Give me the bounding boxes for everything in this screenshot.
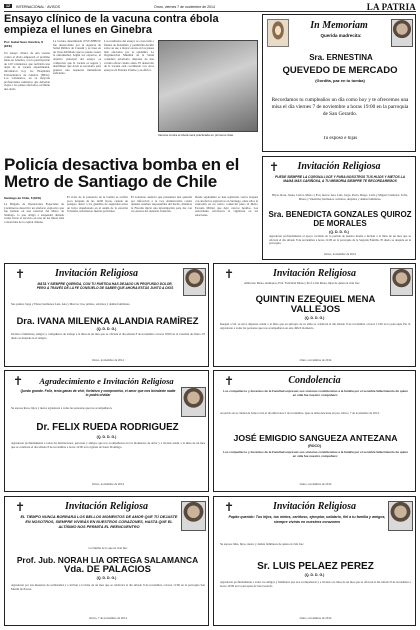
cross-icon: ✝ [15,500,26,514]
invitation-footer: Oruro, noviembre de 2014 [299,616,332,620]
condolence-title: Condolencia [288,375,341,386]
edition-date: Oruro, viernes 7 de noviembre de 2014 [154,5,215,9]
page-header [4,3,416,12]
deceased-name: JOSÉ EMIGDIO SANGUEZA ANTEZANA [233,433,398,443]
invitation-name-line1: Prof. Jub. NORAH LIA ORTEGA SALAMANCA [16,555,199,565]
article-chile-col3: El Gobierno anunció que presentará una querella por infracción a la Ley Antiterrorista contra quienes resulten responsables del hecho, mientras la Fiscalía inició una investigación para dar con los autores del atentado frustrado. [131,196,192,214]
invitation-name-line2: VALLEJOS [290,305,341,315]
invitation-relatives: Sus padres Jorge y Elena; hermanos Luis, Ana y Marcos; tíos, primos, sobrinos y demás familiares. [11,302,131,306]
condolence-footer: Oruro, noviembre de 2014 [299,482,332,486]
invitation-alandia [4,263,209,367]
memoriam-honorific: Sra. ERNESTINA [309,53,373,62]
invitation-footer: Oruro, 7 de noviembre de 2014 [89,616,127,620]
memoriam-closing: Tu esposo e hijas [322,136,358,141]
invitation-pelaez [213,496,416,626]
invitation-name: Dr. FÉLIX RUEDA RODRÍGUEZ [36,423,179,433]
portrait-photo [181,501,206,531]
article-chile-byline: Santiago de Chile, 6 (EFE) [4,196,42,200]
cross-icon: ✝ [224,500,235,514]
article-chile-col1: La Brigada de Operaciones Especiales de Carabineros desactivó un artefacto explosivo que fue hallado en una estación del Metro de Santiago, lo que obligó a suspender durante varias horas el servicio en una de las líneas más concurridas de la capital chilena. [4,203,64,224]
invitation-quote: PUEDE SIEMPRE LA CORONA LUCE Y PARA NOSOTROS TUS HIJOS Y NIETOS LA MAMÁ MÁS CARIÑOSA, A TU MEMORIA SIEMPRE TE RECORDAREMOS [274,175,406,183]
invitation-relatives: La familia de la que en vida fue: [88,546,128,550]
cross-icon: ✝ [224,267,235,281]
qdd-label: (Q. D. D. G.) [96,435,117,439]
memoriam-name: QUEVEDO DE MERCADO [282,65,398,76]
invitation-relatives: Hijos: Rosa, Juana, Carlos, Mario y Eva; nietos: Ana, Luis, Jorge, Paola, Diego, Carla y Miguel; bisnietos: Sofía, Mateo y Valentina; hermanos, sobrinos, ahijados y demás familiares. [272,193,408,201]
article-ebola-col3: Los resultados del ensayo se conocerán a finales de diciembre y permitirán decidir sobre su uso a mayor escala en los países más afectados por la epidemia. La Organización Mundial de la Salud considera prioritario disponer de una vacuna eficaz cuanto antes. El desarrollo de la vacuna está coordinado con otros ensayos en Estados Unidos y en África. [104,40,154,72]
invitation-gonzales [262,156,416,260]
invitation-title: Invitación Religiosa [272,268,357,279]
article-ebola-photo [158,40,258,132]
invitation-name-line1: QUINTIN EZEQUIEL MENA [255,295,376,305]
portrait-photo [183,268,206,296]
invitation-title: Invitación Religiosa [272,501,357,512]
condolence-list: Acaecido en la ciudad de Santa Cruz el día miércoles 5 de noviembre. Que su alma descanse en paz. Oruro, 7 de noviembre de 2014. [220,411,380,415]
qdd-label: (Q. D. D. G.) [304,573,325,577]
invitation-footer: Oruro, noviembre de 2014 [92,482,124,486]
cross-icon: ✝ [224,374,235,388]
memoriam-title: In Memoriam [310,20,368,31]
invitation-body: Agradecen profundamente a todas las instituciones, personas y amigos que nos acompañaron en los momentos de dolor y e invitan asistir a la misa de un mes que se celebrará el día sábado 8 de noviembre a horas 12:00 en la iglesia de Santo Domingo. [11,441,205,449]
memoriam-notice [262,14,416,152]
condolence-intro: Los compañeros y docentes de la Facultad expresan sus sinceras condolencias a la familia por el sensible fallecimiento de quien en vida fue nuestro compañero: [223,389,408,397]
invitation-rueda [4,370,209,492]
invitation-relatives: Su esposa Julia, hijos, nietos y demás familiares de quien en vida fue: [220,542,304,546]
invitation-title: Agradecimiento e Invitación Religiosa [39,376,174,386]
invitation-ortega [4,496,209,626]
article-ebola-col1: Un ensayo clínico de una vacuna contra el ébola empezará el próximo lunes en Ginebra, con la participación de 120 voluntarios que recibirán una dosis de la vacuna experimental, informaron hoy los Hospitales Universitarios de Ginebra (HUG). Los voluntarios, en su mayoría profesionales sanitarios que deberían viajar a los países afectados, recibirán una dosis. [4,52,50,91]
qdd-label: (Q. D. D. G.) [329,230,349,234]
invitation-quote: MATA Y SIEMPRE QUERIDA, CON TU PARTIDA HAS DEJADO UN PROFUNDO DOLOR, PERO A TRAVÉS DE LA FE CONSUELO DE SABER QUE AHORA ESTÁS JUNTO A DIOS [36,282,174,290]
condolence-sangueza [213,370,416,492]
portrait-photo [388,501,413,531]
section-label: INTERNACIONAL · AVISOS [16,5,60,9]
qdd-label: (Q. D. D. G.) [96,327,117,331]
invitation-body: Agradecen profundamente el apoyo recibido en la partida de nuestra madre e invitan a la misa de un mes que se oficiará el día sábado 8 de noviembre a horas 11:00 en la parroquia de la Sagrada Familia. El duelo se despide en la parroquia. [269,234,411,246]
portrait-photo [390,268,413,296]
invitation-quote: Papito querido: Tus hijos, tus nietos, cariñoso, ejemplar, solidario, fiel a tu familia y amigos, siempre vivirás en nuestros corazones [228,515,386,524]
condolence-detail: Los compañeros y docentes de la Facultad expresan sus sinceras condolencias a la familia por el sensible fallecimiento de quien en vida fue nuestro compañero: [223,450,408,458]
memoriam-body: Recordamos tu cumpleaños un día como hoy y te ofrecemos una misa el día viernes 7 de noviembre a horas 19:00 en la parroquia de San Gerardo. [271,97,409,117]
invitation-name: Sra. BENEDICTA GONZALES QUIROZ DE MORALES [268,210,412,228]
article-ebola-byline: Por: Isabel Saco Ginebra, S (EFE) [4,40,44,48]
article-ebola-col2: La vacuna, denominada rVSV-ZEBOV, fue desarrollada por la Agencia de Salud Pública de Canadá y se basa en un virus debilitado que no puede causar la enfermedad. Según los expertos, el objetivo principal del ensayo es comprobar que la vacuna es segura y determinar qué dosis es necesaria para generar una respuesta inmunitaria suficiente. [53,40,101,76]
article-chile-col4: Desde septiembre se han registrado varios ataques con artefactos explosivos en Santiago, entre ellos la explosión en un centro comercial junto al Metro Escuela Militar que dejó catorce heridos. Las autoridades reforzaron la vigilancia en las estaciones. [195,196,258,217]
cross-icon: ✝ [13,374,24,388]
invitation-body: Ruegan a Ud. se sirva dignarse asistir a la misa que en sufragio de su alma se celebrará el día sábado 8 de noviembre a horas 11:00 en la parroquia Pio X. Agradecen a todas las personas que nos acompañaron en este difícil momento. [220,322,411,330]
invitation-body: Agradecen por sus muestras de solidaridad y e invitan a la misa de un mes que se celebrará el día sábado 8 de noviembre a horas 11:00 en la parroquia San Martín de Porres. [11,583,205,591]
invitation-relatives: Ambrosio Mena, hermanos, Prof. Felicidad Mena y Prof. Lilia Mena, hijas de quien en vida fue: [244,281,360,285]
invitation-quote: EL TIEMPO NUNCA BORRARÁ LOS BELLOS MOMENTOS DE AMOR QUE TÚ DEJASTE EN NOSOTROS, SIEMPRE VIVIRÁS EN NUESTROS CORAZONES, HASTA QUE EL ALTÍSIMO NOS PERMITA EL REENCUENTRO [20,515,178,529]
invitation-body: Agradecen profundamente a todos los amigos y familiares que nos acompañaron y e invitan a la misa de un mes que se oficiará el día sábado 8 de noviembre a horas 10:00 en la parroquia de San Gerardo. [220,580,411,588]
article-chile-headline: Policía desactiva bomba en el Metro de Santiago de Chile [4,156,240,191]
invitation-footer: Oruro, noviembre de 2014 [92,358,124,362]
invitation-body: Invitan a familiares, amigos y compañeros de trabajo a la misa de un mes que se oficiará el día sábado 8 de noviembre a horas 18:00 en la Catedral de Oruro. El duelo se despide en el templo. [11,332,205,340]
invitation-mena [213,263,416,367]
invitation-name-line2: Vda. DE PALACIOS [64,565,151,575]
article-ebola-headline [4,14,258,38]
article-chile-col2: El aviso de la presencia de la bomba se recibió poco después de las 14:00 horas, cuando un pasajero alertó a los guardias de seguridad sobre un bolso abandonado en el andén de la estación Tobalaba, informaron fuentes policiales. [67,196,128,214]
page-number: 12 [6,4,10,8]
invitation-footer: Oruro, noviembre de 2014 [299,358,332,362]
memoriam-subtitle: Querida madrecita: [320,33,362,38]
cross-icon: ✝ [269,160,280,174]
cross-icon: ✝ [15,267,26,281]
portrait-photo [181,387,206,417]
invitation-title: Invitación Religiosa [297,161,381,172]
invitation-title: Invitación Religiosa [54,268,139,279]
invitation-footer: Oruro, noviembre de 2014 [324,252,356,256]
headline: Ensayo clínico de la vacuna contra ébola empieza el lunes en Ginebra [4,14,219,36]
deceased-nickname: (ROCO) [308,444,321,448]
invitation-title: Invitación Religiosa [64,501,149,512]
invitation-quote: Quedo grande. Feliz, tenía ganas de vivir, fortaleza y compromiso, el amor que nos brindaste nadie lo podrá olvidar [20,389,176,397]
invitation-name: Dra. IVANA MILENKA ALANDIA RAMÍREZ [16,316,199,326]
qdd-label: (Q. D. D. G.) [304,316,325,320]
memoriam-note: (Gordita, paz en tu tumba) [315,78,365,83]
qdd-label: (Q. D. D. G.) [96,576,117,580]
photo-caption: Vacuna contra el ébola será practicada en primeros días. [158,134,234,137]
invitation-relatives: Su esposa Rosa, hijos y nietos agradecen a todas las personas que nos acompañaron. [11,406,113,410]
invitation-name: Sr. LUIS PELÁEZ PÉREZ [257,561,374,572]
masthead: LA PATRIA [366,3,416,12]
